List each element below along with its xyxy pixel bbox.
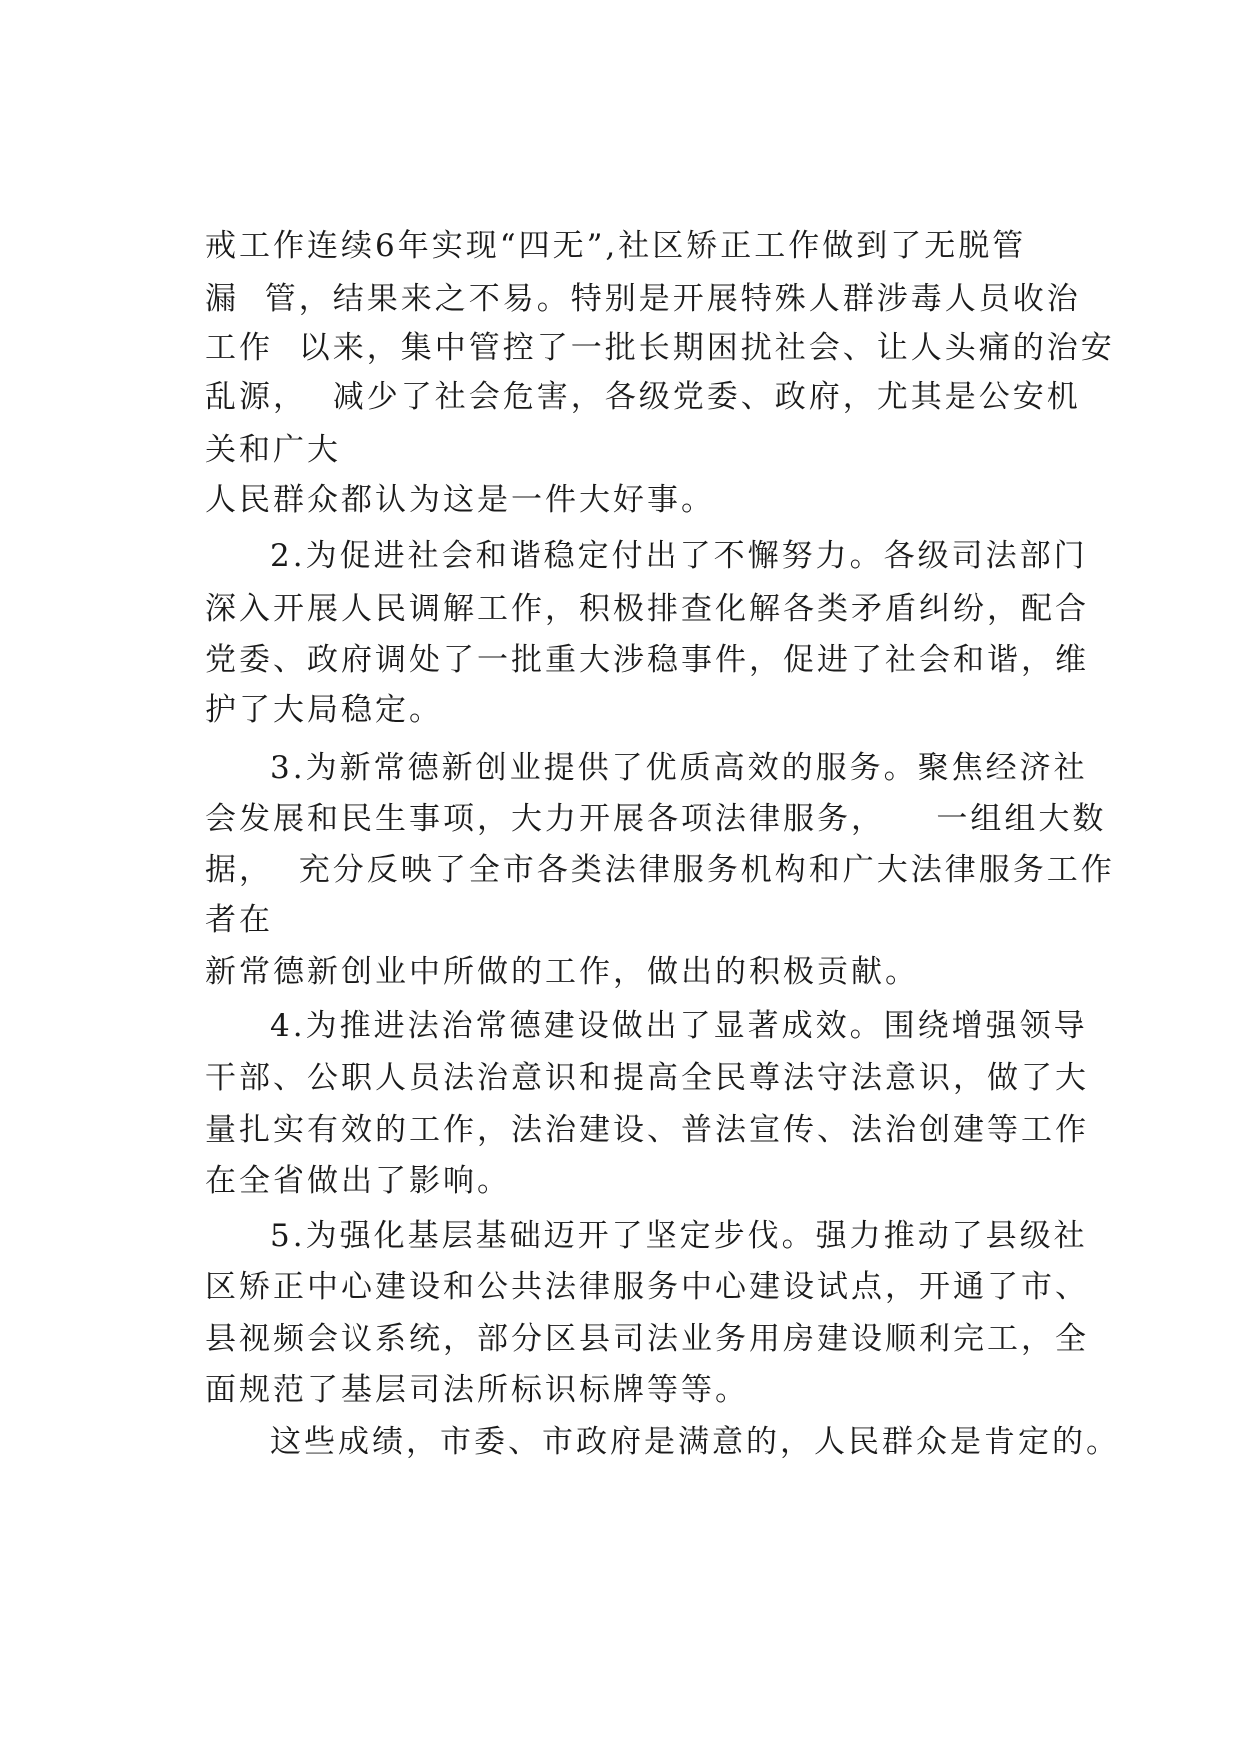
text-line: 3.为新常德新创业提供了优质高效的服务。聚焦经济社 <box>270 750 1088 786</box>
text-line: 这些成绩，市委、市政府是满意的，人民群众是肯定的。 <box>270 1424 1120 1460</box>
text-line: 据， 充分反映了全市各类法律服务机构和广大法律服务工作 <box>205 852 1115 888</box>
text-line: 党委、政府调处了一批重大涉稳事件，促进了社会和谐，维 <box>205 642 1089 678</box>
text-line: 区矫正中心建设和公共法律服务中心建设试点，开通了市、 <box>205 1269 1089 1305</box>
text-line: 2.为促进社会和谐稳定付出了不懈努力。各级司法部门 <box>270 538 1088 574</box>
text-line: 戒工作连续6年实现“四无”,社区矫正工作做到了无脱管 <box>205 228 1027 264</box>
text-line: 工作 以来，集中管控了一批长期困扰社会、让人头痛的治安 <box>205 330 1115 366</box>
text-line: 乱源， 减少了社会危害，各级党委、政府，尤其是公安机 <box>205 379 1081 415</box>
text-line: 护了大局稳定。 <box>205 692 443 728</box>
text-line: 5.为强化基层基础迈开了坚定步伐。强力推动了县级社 <box>270 1218 1088 1254</box>
text-line: 干部、公职人员法治意识和提高全民尊法守法意识，做了大 <box>205 1060 1089 1096</box>
text-line: 者在 <box>205 902 273 938</box>
text-line: 县视频会议系统，部分区县司法业务用房建设顺利完工，全 <box>205 1321 1089 1357</box>
text-line: 深入开展人民调解工作，积极排查化解各类矛盾纠纷，配合 <box>205 591 1089 627</box>
text-line: 漏 管，结果来之不易。特别是开展特殊人群涉毒人员收治 <box>205 281 1081 317</box>
text-line: 关和广大 <box>205 432 341 468</box>
text-line: 在全省做出了影响。 <box>205 1163 511 1199</box>
text-line: 会发展和民生事项，大力开展各项法律服务， 一组组大数 <box>205 801 1107 837</box>
text-line: 人民群众都认为这是一件大好事。 <box>205 482 715 518</box>
text-line: 面规范了基层司法所标识标牌等等。 <box>205 1372 749 1408</box>
text-line: 量扎实有效的工作，法治建设、普法宣传、法治创建等工作 <box>205 1112 1089 1148</box>
text-line: 4.为推进法治常德建设做出了显著成效。围绕增强领导 <box>270 1008 1088 1044</box>
text-line: 新常德新创业中所做的工作，做出的积极贡献。 <box>205 954 919 990</box>
